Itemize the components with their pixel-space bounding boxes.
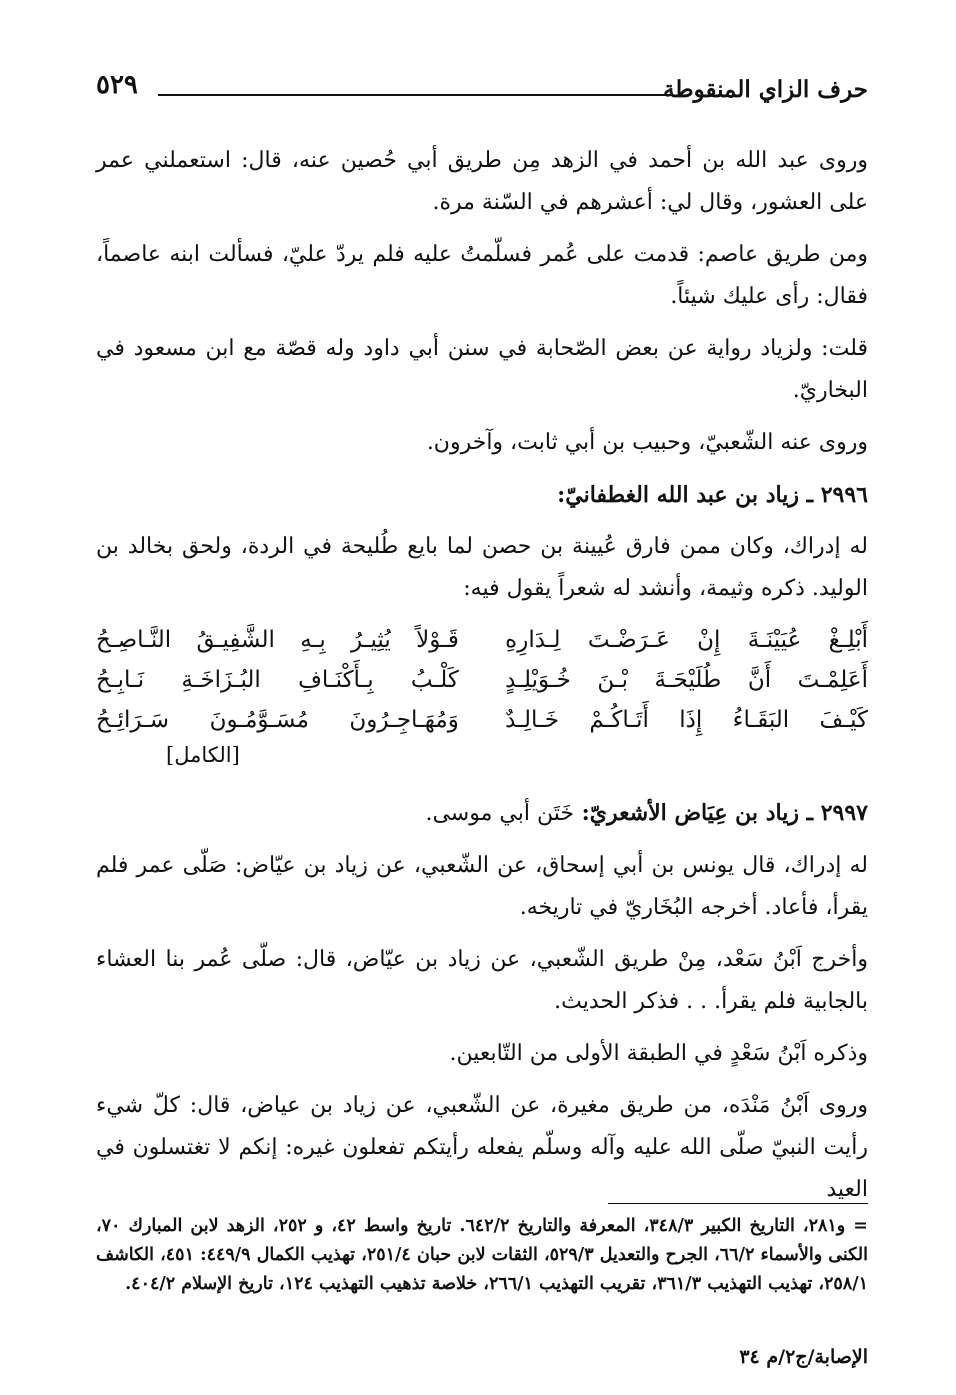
poem — [96, 620, 868, 770]
hemistich-first: أَعَلِمْـتَ أَنَّ طُلَيْحَـةَ بْـنَ خُـوَيْلِـدٍ — [505, 667, 868, 693]
paragraph: وروى عبد الله بن أحمد في الزهد مِن طريق أبي حُصين عنه، قال: استعملني عمر على العشور، وقال لي: أعشرهم في السّنة مرة. — [96, 148, 868, 215]
hemistich-first: كَيْـفَ البَقَـاءُ إِذَا أَتَـاكُـمْ خَـالِـدٌ — [505, 707, 868, 733]
paragraph: قلت: ولزياد رواية عن بعض الصّحابة في سنن أبي داود وله قصّة مع ابن مسعود في البخاريّ. — [96, 336, 868, 403]
entry-title-2997-name: ٢٩٩٧ ـ زياد بن عِيَاض الأشعريّ: — [581, 800, 868, 826]
header-rule — [158, 94, 668, 96]
entry-title-2996: ٢٩٩٦ ـ زياد بن عبد الله الغطفانيّ: — [557, 482, 868, 508]
page-number: ٥٢٩ — [96, 70, 138, 100]
verse — [96, 700, 868, 740]
entry-title-2997 — [96, 792, 868, 835]
paragraph: وأخرج اَبْنُ سَعْد، مِنْ طريق الشّعبي، عن زياد بن عيّاض، قال: صلّى عُمر بنا العشاء بالجابية فلم يقرأ. . . فذكر الحديث. — [96, 947, 868, 1014]
hemistich-second: قَـوْلاً يُثِيـرُ بِـهِ الشَّفِيـقُ النَّـاصِـحُ — [96, 627, 459, 653]
poem-meter: [الكامل] — [166, 743, 240, 767]
entry-title-2997-subtitle: خَتَن أبي موسى. — [425, 801, 574, 826]
paragraph: له إدراك، وكان ممن فارق عُيينة بن حصن لما بايع طُليحة في الردة، ولحق بخالد بن الوليد. ذكره وثيمة، وأنشد له شعراً يقول فيه: — [96, 534, 868, 601]
printer-signature: الإصابة/ج٢/م ٣٤ — [739, 1346, 868, 1368]
paragraph: له إدراك، قال يونس بن أبي إسحاق، عن الشّعبي، عن زياد بن عيّاض: صَلّى عمر فلم يقرأ، فأعاد. أخرجه البُخَاريّ في تاريخه. — [96, 853, 868, 920]
footnote: = و٢٨١، التاريخ الكبير ٣٤٨/٣، المعرفة والتاريخ ٦٤٢/٢. تاريخ واسط ٤٢، و ٢٥٢، الزهد لابن المبارك ٧٠، الكنى والأسماء ٦٦/٢، الجرح والتعديل ٥٢٩/٣، الثقات لابن حبان ٢٥١/٤، تهذيب الكمال ٤٤٩/٩: ٤٥١، الكاشف ٢٥٨/١، تهذيب التهذيب ٣٦١/٣، تقريب التهذيب ٢٦٦/١، خلاصة تذهيب التهذيب ١٢٤، تاريخ الإسلام ٤٠٤/٢. — [96, 1216, 869, 1294]
verse — [96, 620, 868, 660]
hemistich-first: أَبْلِـغْ عُيَيْنَـةَ إِنْ عَـرَضْـتَ لِـدَارِهِ — [505, 627, 868, 653]
page-header — [96, 70, 868, 110]
verse — [96, 660, 868, 700]
paragraph: وروى عنه الشّعبيّ، وحبيب بن أبي ثابت، وآخرون. — [426, 430, 868, 455]
main-text — [96, 140, 868, 1221]
footnote-rule — [608, 1203, 868, 1204]
paragraph: وروى اَبْنُ مَنْدَه، من طريق مغيرة، عن الشّعبي، عن زياد بن عياض، قال: كلّ شيء رأيت النبيّ صلّى الله عليه وآله وسلّم يفعله رأيتكم تفعلون غيره: إنكم لا تغتسلون في العيد — [96, 1093, 869, 1202]
paragraph: ومن طريق عاصم: قدمت على عُمر فسلّمتُ عليه فلم يردّ عليّ، فسألت ابنه عاصماً، فقال: رأى عليك شيئاً. — [96, 242, 868, 309]
hemistich-second: وَمُهَـاجِـرُونَ مُسَـوَّمُـونَ سَـرَائِـحُ — [96, 707, 459, 733]
hemistich-second: كَلْـبُ بِـأَكْنَـافِ البُـزَاخَـةِ نَـابِـحُ — [96, 667, 459, 693]
paragraph: وذكره اَبْنُ سَعْدٍ في الطبقة الأولى من التّابعين. — [449, 1041, 868, 1066]
running-title: حرف الزاي المنقوطة — [662, 76, 868, 103]
